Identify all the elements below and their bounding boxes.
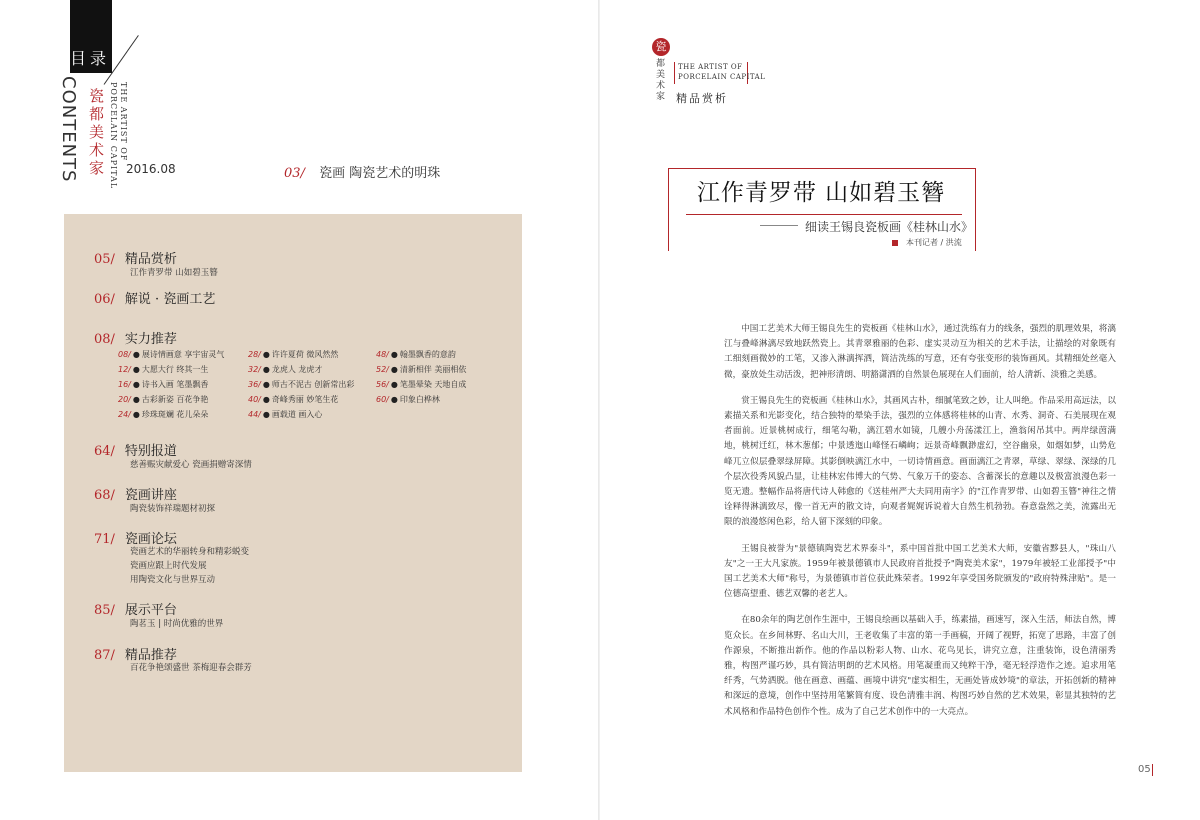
brand-english: THE ARTIST OF PORCELAIN CAPITAL [678,63,766,81]
toc-grid-item[interactable]: 08/ ● 展诗情画意 享宇宙灵气 [118,350,225,359]
body-paragraph: 在80余年的陶艺创作生涯中，王锡良绘画以基础入手，练素描，画速写，深入生活，师法自然，博览众长。在乡间林野、名山大川，王老收集了丰富的第一手画稿，开阔了视野，拓宽了思路，丰富了创作源泉，不断推出新作。他的作品以粉彩人物、山水、花鸟见长，讲究立意，注重装饰，设色清丽秀雅，构图严谨巧妙，具有简洁明朗的艺术风格。用笔凝重而又纯粹干净，毫无轻浮造作之迹。追求用笔纤秀，气势洒脱。他在画意、画蕴、画境中讲究"虚实相生，无画处皆成妙境"的章法，开拓创新的精神和深远的意境，创作中坚持用笔繁简有度、设色清雅丰润、构图巧妙自然的艺术效果，彰显其独特的艺术风格和作品特色创作个性。成为了自己艺术创作中的一大亮点。 [724,615,1116,717]
body-paragraph: 赏王锡良先生的瓷板画《桂林山水》，其画风古朴，细腻笔致之妙，让人叫绝。作品采用高远法，以素描关系和光影变化，结合独特的晕染手法，强烈的立体感将桂林的山青、水秀、洞奇、石美展现在观者面前。近景桃树成行，细笔勾勒，漓江碧水如镜，几艘小舟荡漾江上，渔翁闲吊其中。两岸绿茵满地，桃树迁红，林木葱郁；中景透迤山峰怪石嶙峋；远景奇峰飘渺虚幻，空谷幽泉，如烟如梦，山势危峰兀立似层叠翠绿屏障。其影倒映漓江水中，一切诗情画意。画面漓江之青翠，草绿、翠绿、深绿的几个层次役秀风貌凸显，让桂林宏伟博大的气势、气象万千的姿态、含蓄深长的意趣以及极富浪漫色彩一览无遗。整幅作品将唐代诗人韩愈的《送桂州严大夫同用南字》的"江作青罗带、山如碧玉簪"神往之情诠释得淋漓致尽，像一首无声的散文诗，向观者娓娓诉说着大自然生机勃勃。春意盎然之美，流露出无限的浪漫悠闲色彩，给人留下深刻的印象。 [724,395,1116,528]
toc-grid-col2 [248,349,354,424]
toc-grid-item[interactable]: 16/ ● 诗书入画 笔墨飘香 [118,380,209,389]
feature-page-number: 03/ [284,166,305,181]
toc-subitems: 江作青罗带 山如碧玉簪 [130,268,218,278]
toc-grid-item[interactable]: 24/ ● 珍珠斑斓 花儿朵朵 [118,410,209,419]
toc-subitems: 慈善赈灾献爱心 瓷画捐赠寄深情 [130,460,252,470]
toc-grid-item[interactable]: 28/ ● 许许夏荷 微风然然 [248,350,339,359]
right-page [600,0,1200,820]
subtitle-dash [760,225,798,226]
page-number: 05 [1138,764,1151,775]
article-subtitle: 细读王锡良瓷板画《桂林山水》 [805,220,974,234]
toc-grid-item[interactable]: 36/ ● 师古不泥古 创新常出彩 [248,380,355,389]
toc-section[interactable]: 08/ 实力推荐 [94,332,177,347]
page-number-bar [1152,764,1153,776]
toc-panel [64,214,522,772]
red-square-icon [892,240,898,246]
magazine-name-en: THE ARTIST OF PORCELAIN CAPITAL [109,82,128,190]
author-credit: 本刊记者 / 洪流 [892,237,962,248]
toc-section[interactable]: 85/ 展示平台 [94,603,177,618]
toc-grid-item[interactable]: 32/ ● 龙虎人 龙虎才 [248,365,323,374]
toc-subitems: 瓷画艺术的华丽转身和精彩蜕变 瓷画应跟上时代发展 用陶瓷文化与世界互动 [130,547,250,585]
toc-subitems: 百花争艳颂盛世 茶梅迎春会群芳 [130,663,252,673]
article-body [724,322,1116,731]
section-category: 精品赏析 [676,92,728,105]
toc-grid-item[interactable]: 40/ ● 奇峰秀丽 妙笔生花 [248,395,339,404]
body-paragraph: 王锡良被誉为"景德镇陶瓷艺术界泰斗"，系中国首批中国工艺美术大师，安徽省黟县人，"珠山八友"之一王大凡家族。1959年被景德镇市人民政府首批授予"陶瓷美术家"，1979年被轻工业部授予"中国工艺美术大师"称号，为景德镇市首位获此殊荣者。1992年享受国务院颁发的"政府特殊津贴"。是一位德高望重、德艺双馨的老艺人。 [724,543,1116,600]
toc-section[interactable]: 68/ 瓷画讲座 [94,488,177,503]
issue-date: 2016.08 [126,162,176,176]
toc-grid-item[interactable]: 12/ ● 大愿大行 终其一生 [118,365,209,374]
logo-vertical-text: 都美术家 [654,58,664,102]
toc-grid-col3 [376,349,466,409]
body-paragraph: 中国工艺美术大师王锡良先生的瓷板画《桂林山水》，通过洗练有力的线条，强烈的肌理效果，将漓江与叠峰淋漓尽致地跃然瓷上。其青翠雅丽的色彩、虚实灵动互为相关的艺术手法，让描绘的对象既有工细刻画微妙的工笔，又渗入淋漓挥洒，简洁洗练的写意，还有夸张变形的装饰画风。其精细处丝毫入微，豪放处生动活泼，把神形清朗、明豁潇洒的自然景色展现在人们面前，给人清新、淡雅之美感。 [724,324,1116,380]
title-underline [686,214,962,215]
toc-grid-item[interactable]: 48/ ● 翰墨飘香的意韵 [376,350,456,359]
magazine-name-cn: 瓷都美术家 [87,88,105,178]
toc-grid-item[interactable]: 44/ ● 画载道 画入心 [248,410,323,419]
article-title: 江作青罗带 山如碧玉簪 [696,180,946,206]
mulu-heading: 目录 [70,49,111,68]
logo-seal-icon: 瓷 [652,38,670,56]
toc-section[interactable]: 06/ 解说 · 瓷画工艺 [94,292,216,307]
toc-grid-item[interactable]: 60/ ● 印象白桦林 [376,395,440,404]
toc-grid-item[interactable]: 56/ ● 笔墨晕染 天地自成 [376,380,467,389]
feature-title: 瓷画 陶瓷艺术的明珠 [319,166,441,181]
toc-section[interactable]: 64/ 特别报道 [94,444,177,459]
contents-english: CONTENTS [58,76,79,183]
toc-grid-item[interactable]: 20/ ● 古彩新姿 百花争艳 [118,395,209,404]
cover-feature[interactable] [284,162,440,181]
toc-grid-col1 [118,349,224,424]
toc-section[interactable]: 71/ 瓷画论坛 [94,532,177,547]
toc-subitems: 陶瓷装饰祥瑞题材初探 [130,504,216,514]
toc-subitems: 陶茗玉 | 时尚优雅的世界 [130,619,224,629]
toc-section[interactable]: 05/ 精品赏析 [94,252,177,267]
toc-grid-item[interactable]: 52/ ● 清新相伴 美丽相依 [376,365,467,374]
toc-section[interactable]: 87/ 精品推荐 [94,648,177,663]
